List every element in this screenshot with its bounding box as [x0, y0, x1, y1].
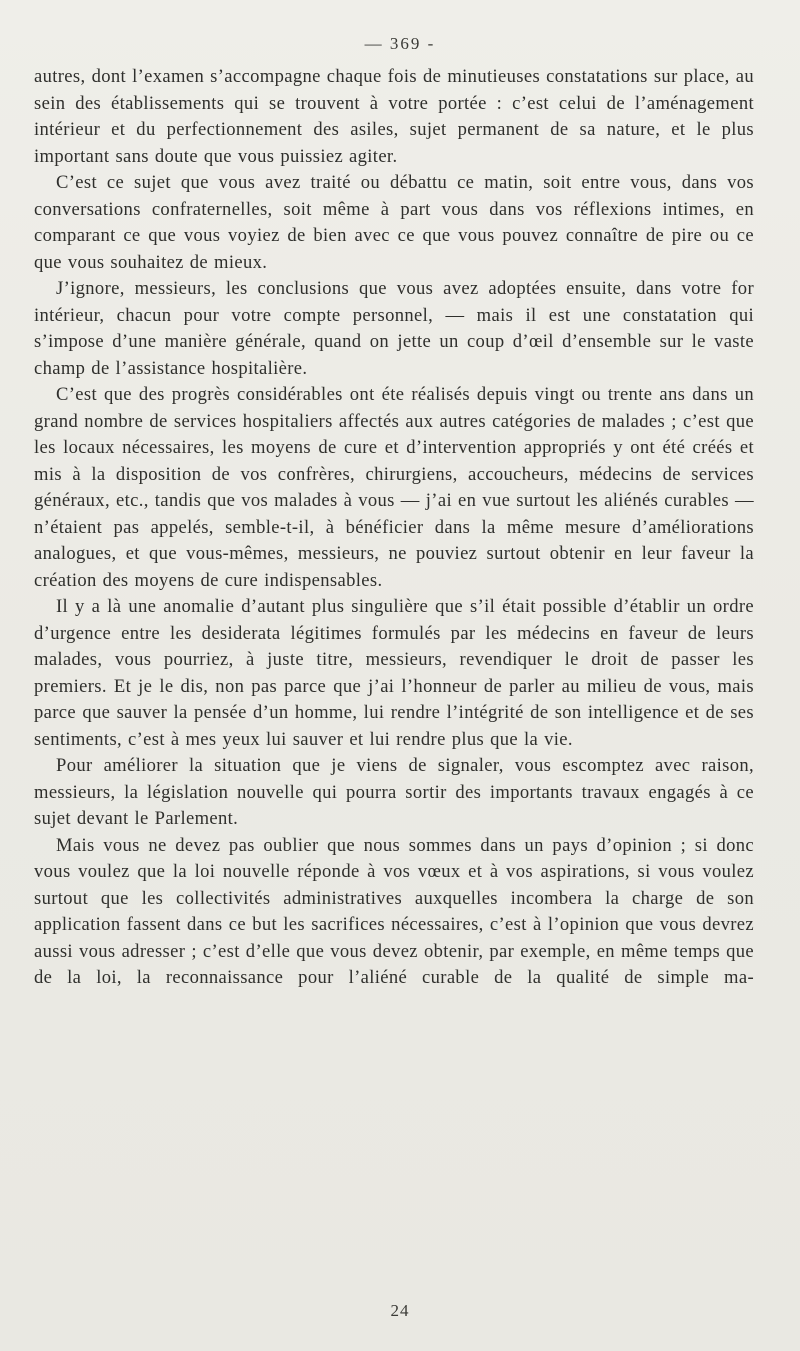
paragraph: J’ignore, messieurs, les conclusions que vous avez adoptées ensuite, dans votre for intérieur, chacun pour votre compte personnel, — mais il est une constatation qui s’impose d’une manière générale, quand on jette un coup d’œil d’ensemble sur le vaste champ de l’assistance hospitalière.: [34, 278, 754, 379]
paragraph: Pour améliorer la situation que je viens de signaler, vous escomptez avec raison, messieurs, la législation nouvelle qui pourra sortir des importants travaux engagés à ce sujet devant le Parlement.: [34, 755, 754, 829]
paragraph: C’est que des progrès considérables ont éte réalisés depuis vingt ou trente ans dans un grand nombre de services hospitaliers affectés aux autres catégories de malades ; c’est que les locaux nécessaires, les moyens de cure et d’intervention appropriés y ont été créés et mis à la disposition de vos confrères, chirurgiens, accoucheurs, médecins de services généraux, etc., tandis que vos malades à vous — j’ai en vue surtout les aliénés curables — n’étaient pas appelés, semble-t-il, à bénéficier dans la même mesure d’améliorations analogues, et que vous-mêmes, messieurs, ne pouviez surtout obtenir en leur faveur la création des moyens de cure indispensables.: [34, 384, 754, 591]
paragraph: Il y a là une anomalie d’autant plus singulière que s’il était possible d’établir un ordre d’urgence entre les desiderata légitimes formulés par les médecins en faveur de leurs malades, vous pourriez, à juste titre, messieurs, revendiquer le droit de passer les premiers. Et je le dis, non pas parce que j’ai l’honneur de parler au milieu de vous, mais parce que sauver la pensée d’un homme, lui rendre l’intégrité de son intelligence et de ses sentiments, c’est à mes yeux lui sauver et lui rendre plus que la vie.: [34, 596, 754, 750]
paragraph: C’est ce sujet que vous avez traité ou débattu ce matin, soit entre vous, dans vos conversations confraternelles, soit même à part vous dans vos réflexions intimes, en comparant ce que vous voyiez de bien avec ce que vous pouvez connaître de pire ou ce que vous souhaitez de mieux.: [34, 172, 754, 273]
paragraph: Mais vous ne devez pas oublier que nous sommes dans un pays d’opinion ; si donc vous voulez que la loi nouvelle réponde à vos vœux et à vos aspirations, si vous voulez surtout que les collectivités administratives auxquelles incombera la charge de son application fassent dans ce but les sacrifices nécessaires, c’est à l’opinion que vous devrez aussi vous adresser ; c’est d’elle que vous devez obtenir, par exemple, en même temps que de la loi, la reconnaissance pour l’aliéné curable de la qualité de simple ma-: [34, 834, 754, 988]
signature-mark: 24: [390, 1301, 410, 1320]
page-body-text: [34, 64, 754, 992]
paragraph: autres, dont l’examen s’accompagne chaque fois de minutieuses constatations sur place, au sein des établissements qui se trouvent à votre portée : c’est celui de l’aménagement intérieur et du perfectionnement des asiles, sujet permanent de sa nature, et le plus important sans doute que vous puissiez agiter.: [34, 66, 754, 167]
page-number-header: — 369 -: [364, 34, 436, 53]
